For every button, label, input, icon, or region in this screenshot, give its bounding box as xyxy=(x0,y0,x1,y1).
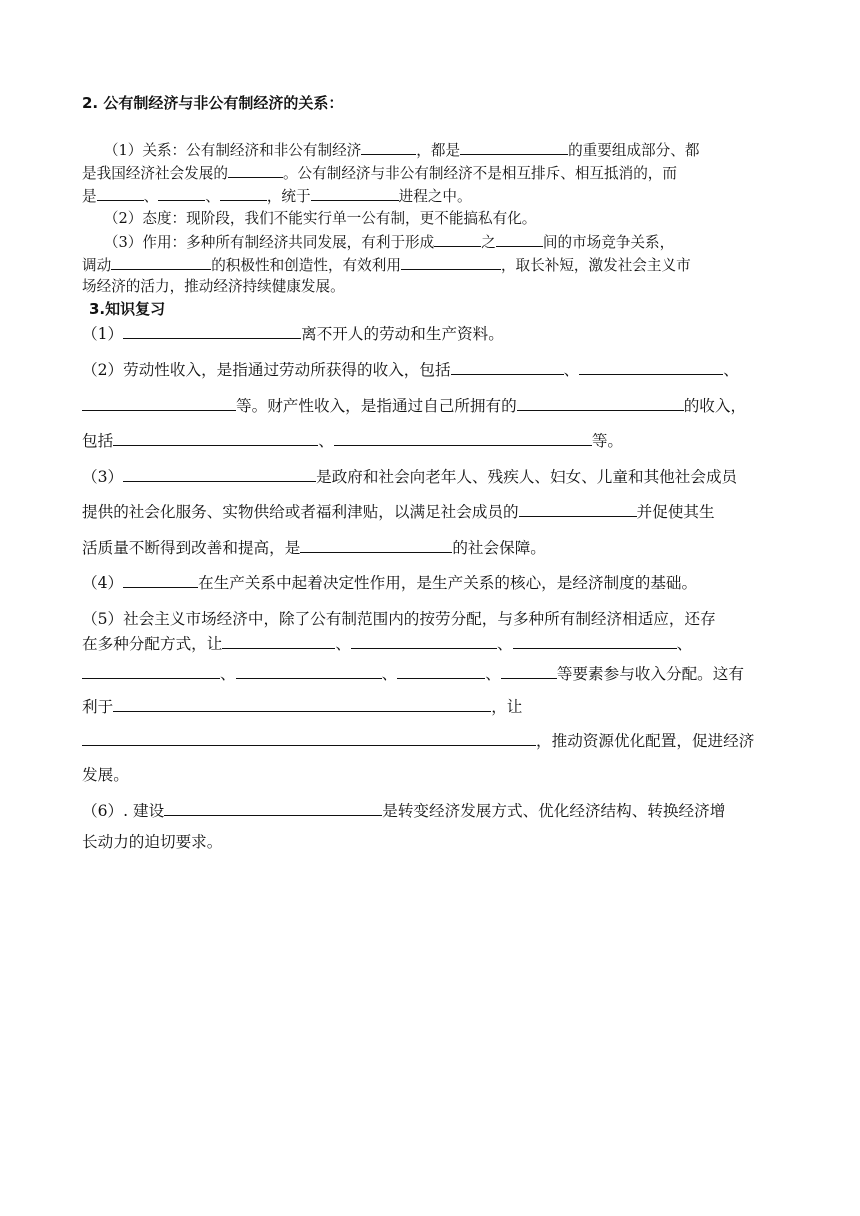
s3-line-9: （5）社会主义市场经济中，除了公有制范围内的按劳分配，与多种所有制经济相适应，还存 xyxy=(82,610,716,628)
blank[interactable] xyxy=(158,186,205,201)
blank[interactable] xyxy=(517,396,684,411)
s3-line-6: 提供的社会化服务、实物供给或者福利津贴，以满足社会成员的 并促使其生 xyxy=(82,503,715,521)
blank[interactable] xyxy=(334,431,592,446)
blank[interactable] xyxy=(222,634,335,649)
blank[interactable] xyxy=(113,697,491,712)
s3-line-14: 发展。 xyxy=(82,766,129,784)
blank[interactable] xyxy=(123,573,198,588)
s3-line-8: （4） 在生产关系中起着决定性作用，是生产关系的核心，是经济制度的基础。 xyxy=(82,574,698,592)
blank[interactable] xyxy=(401,255,501,270)
section-2-heading: 2. 公有制经济与非公有制经济的关系： xyxy=(82,94,344,112)
blank[interactable] xyxy=(228,163,283,178)
s3-line-12: 利于 ，让 xyxy=(82,698,523,716)
blank[interactable] xyxy=(501,664,557,679)
blank[interactable] xyxy=(460,140,568,155)
blank[interactable] xyxy=(82,731,536,746)
s3-line-10: 在多种分配方式，让 、 、 、 xyxy=(82,635,693,653)
s3-line-7: 活质量不断得到改善和提高，是 的社会保障。 xyxy=(82,539,546,557)
s2-line-1: （1）关系：公有制经济和非公有制经济 ，都是 的重要组成部分、都 xyxy=(82,142,700,159)
blank[interactable] xyxy=(82,664,220,679)
s3-line-5: （3） 是政府和社会向老年人、残疾人、妇女、儿童和其他社会成员 xyxy=(82,468,738,486)
s2-line-6: 调动 的积极性和创造性，有效利用 ，取长补短，激发社会主义市 xyxy=(82,257,691,274)
s3-line-15: （6）. 建设 是转变经济发展方式、优化经济结构、转换经济增 xyxy=(82,802,726,820)
s3-line-13: ，推动资源优化配置，促进经济 xyxy=(82,731,754,751)
s2-line-4: （2）态度：现阶段，我们不能实行单一公有制，更不能搞私有化。 xyxy=(82,210,537,227)
blank[interactable] xyxy=(123,467,316,482)
blank[interactable] xyxy=(361,140,416,155)
blank[interactable] xyxy=(82,396,236,411)
s2-line-5: （3）作用：多种所有制经济共同发展，有利于形成 之 间的市场竞争关系， xyxy=(82,234,675,251)
blank[interactable] xyxy=(434,232,481,247)
s2-line-7: 场经济的活力，推动经济持续健康发展。 xyxy=(82,278,345,295)
blank[interactable] xyxy=(519,502,637,517)
s3-line-16: 长动力的迫切要求。 xyxy=(82,833,223,851)
s3-line-1: （1） 离不开人的劳动和生产资料。 xyxy=(82,325,504,343)
section-3-heading: 3.知识复习 xyxy=(89,300,166,318)
blank[interactable] xyxy=(236,664,382,679)
blank[interactable] xyxy=(311,186,399,201)
s2-line-3: 是 、 、 ，统于 进程之中。 xyxy=(82,188,472,205)
blank[interactable] xyxy=(351,634,497,649)
s3-line-11: 、 、 、 等要素参与收入分配。这有 xyxy=(82,664,744,684)
blank[interactable] xyxy=(123,324,301,339)
blank[interactable] xyxy=(97,186,144,201)
s3-line-4: 包括 、 等。 xyxy=(82,432,624,450)
blank[interactable] xyxy=(513,634,677,649)
blank[interactable] xyxy=(579,360,723,375)
blank[interactable] xyxy=(451,360,564,375)
blank[interactable] xyxy=(164,801,382,816)
blank[interactable] xyxy=(496,232,543,247)
blank[interactable] xyxy=(300,538,452,553)
blank[interactable] xyxy=(113,431,318,446)
blank[interactable] xyxy=(111,255,211,270)
s3-line-3: 等。财产性收入，是指通过自己所拥有的 的收入， xyxy=(82,396,746,416)
blank[interactable] xyxy=(220,186,267,201)
s3-line-2: （2）劳动性收入，是指通过劳动所获得的收入，包括 、 、 xyxy=(82,361,739,379)
s2-line-2: 是我国经济社会发展的 。公有制经济与非公有制经济不是相互排斥、相互抵消的，而 xyxy=(82,165,677,182)
blank[interactable] xyxy=(397,664,485,679)
